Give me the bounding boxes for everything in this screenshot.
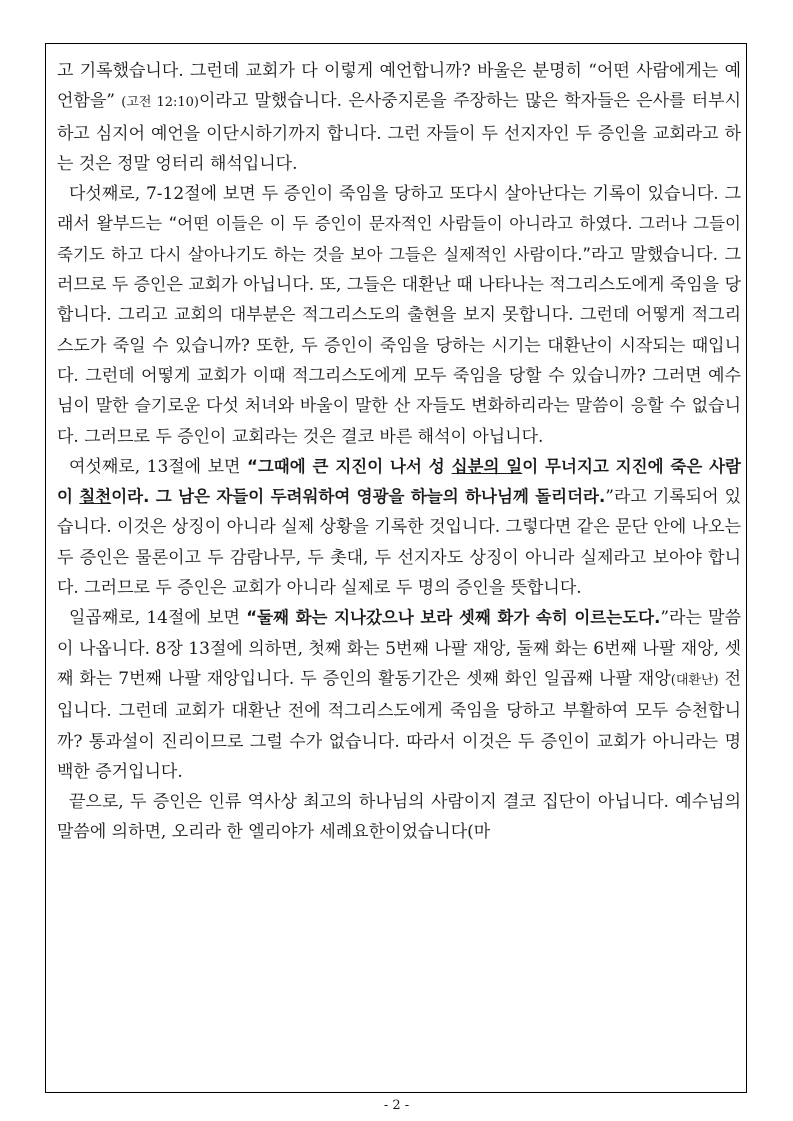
text-run: 전입니다. 그런데 교회가 대환난 전에 적그리스도에게 죽임을 당하고 부활하여 모두 승천합니까? 통과설이 진리이므로 그럴 수가 없습니다. 따라서 이것은 두 증인이 교회가 아니라는 명백한 증거입니다.	[57, 668, 742, 782]
paragraph-sixth	[57, 452, 741, 603]
text-run: ”라는 말씀이 나옵니다. 8장 13절에 의하면, 첫째 화는 5번째 나팔 재앙, 둘째 화는 6번째 나팔 재앙, 셋째 화는 7번째 나팔 재앙입니다. 두 증인의 활동기간은 셋째 화인 일곱째 나팔 재앙	[57, 608, 741, 689]
text-run: 끝으로, 두 증인은 인류 역사상 최고의 하나님의 사람이지 결코 집단이 아닙니다. 예수님의 말씀에 의하면, 오리라 한 엘리야가 세례요한이었습니다(마	[57, 792, 741, 843]
paragraph-continuation	[57, 56, 741, 179]
paragraph-final	[57, 787, 741, 848]
text-run: 고 기록했습니다. 그런데 교회가 다 이렇게 예언합니까? 바울은 분명히 “어떤 사람에게는 예언함을”	[57, 61, 741, 112]
scripture-quote: 이라. 그 남은 자들이 두려워하여 영광을 하늘의 하나님께 돌리더라.	[111, 487, 606, 507]
page-number: - 2 -	[383, 1098, 410, 1113]
scripture-quote: “둘째 화는 지나갔으나 보라 셋째 화가 속히 이르는도다.	[246, 608, 661, 628]
document-body	[57, 56, 741, 848]
parenthetical-note: (대환난)	[670, 672, 719, 688]
paragraph-fifth	[57, 179, 741, 452]
scripture-reference: (고전 12:10)	[121, 95, 199, 111]
underlined-phrase: 칠천	[79, 487, 112, 507]
text-run: 라고 말했습니다. 그러므로 두 증인은 교회가 아닙니다. 또, 그들은 대환난 때 나타나는 적그리스도에게 죽임을 당합니다. 그리고 교회의 대부분은 적그리스도의 출현을 보지 못합니다. 그런데 어떻게 적그리스도가 죽일 수 있습니까? 또한, 두 증인이 죽임을 당하는 시기는 대환난이 시작되는 때입니다. 그런데 어떻게 교회가 이때 적그리스도에게 모두 죽임을 당할 수 있습니까? 그러면 예수님이 말한 슬기로운 다섯 처녀와 바울이 말한 산 자들도 변화하리라는 말씀이 응할 수 없습니다. 그러므로 두 증인이 교회라는 것은 결코 바른 해석이 아닙니다.	[57, 244, 741, 447]
text-run: 다섯째로, 7-12절에 보면 두 증인이 죽임을 당하고 또다시 살아난다는 기록이 있습니다. 그래서 왈부드는	[57, 184, 741, 235]
text-run: 이라고 말했습니다. 은사중지론을 주장하는 많은 학자들은 은사를 터부시하고 심지어 예언을 이단시하기까지 합니다. 그런 자들이 두 선지자인 두 증인을 교회라고 하는 것은 정말 엉터리 해석입니다.	[57, 91, 741, 174]
text-run: 여섯째로, 13절에 보면	[69, 456, 248, 477]
text-run: 일곱째로, 14절에 보면	[69, 608, 247, 629]
scripture-quote: “그때에 큰 지진이 나서 성	[247, 456, 452, 476]
paragraph-seventh	[57, 603, 741, 787]
text-run: ”라고 기록되어 있습니다. 이것은 상징이 아니라 실제 상황을 기록한 것입니다. 그렇다면 같은 문단 안에 나오는 두 증인은 물론이고 두 감람나무, 두 촛대, 두 선지자도 상징이 아니라 실제라고 보아야 합니다. 그러므로 두 증인은 교회가 아니라 실제로 두 명의 증인을 뜻합니다.	[57, 487, 741, 599]
underlined-phrase: 십분의 일	[451, 456, 523, 476]
walvoord-quote: “어떤 이들은 이 두 증인이 문자적인 사람들이 아니라고 하였다. 그러나 그들이 죽기도 하고 다시 살아나기도 하는 것을 보아 그들은 실제적인 사람이다.”	[57, 214, 741, 264]
scripture-quote: 이 무너지고 지진에 죽은 사람이	[57, 456, 742, 507]
